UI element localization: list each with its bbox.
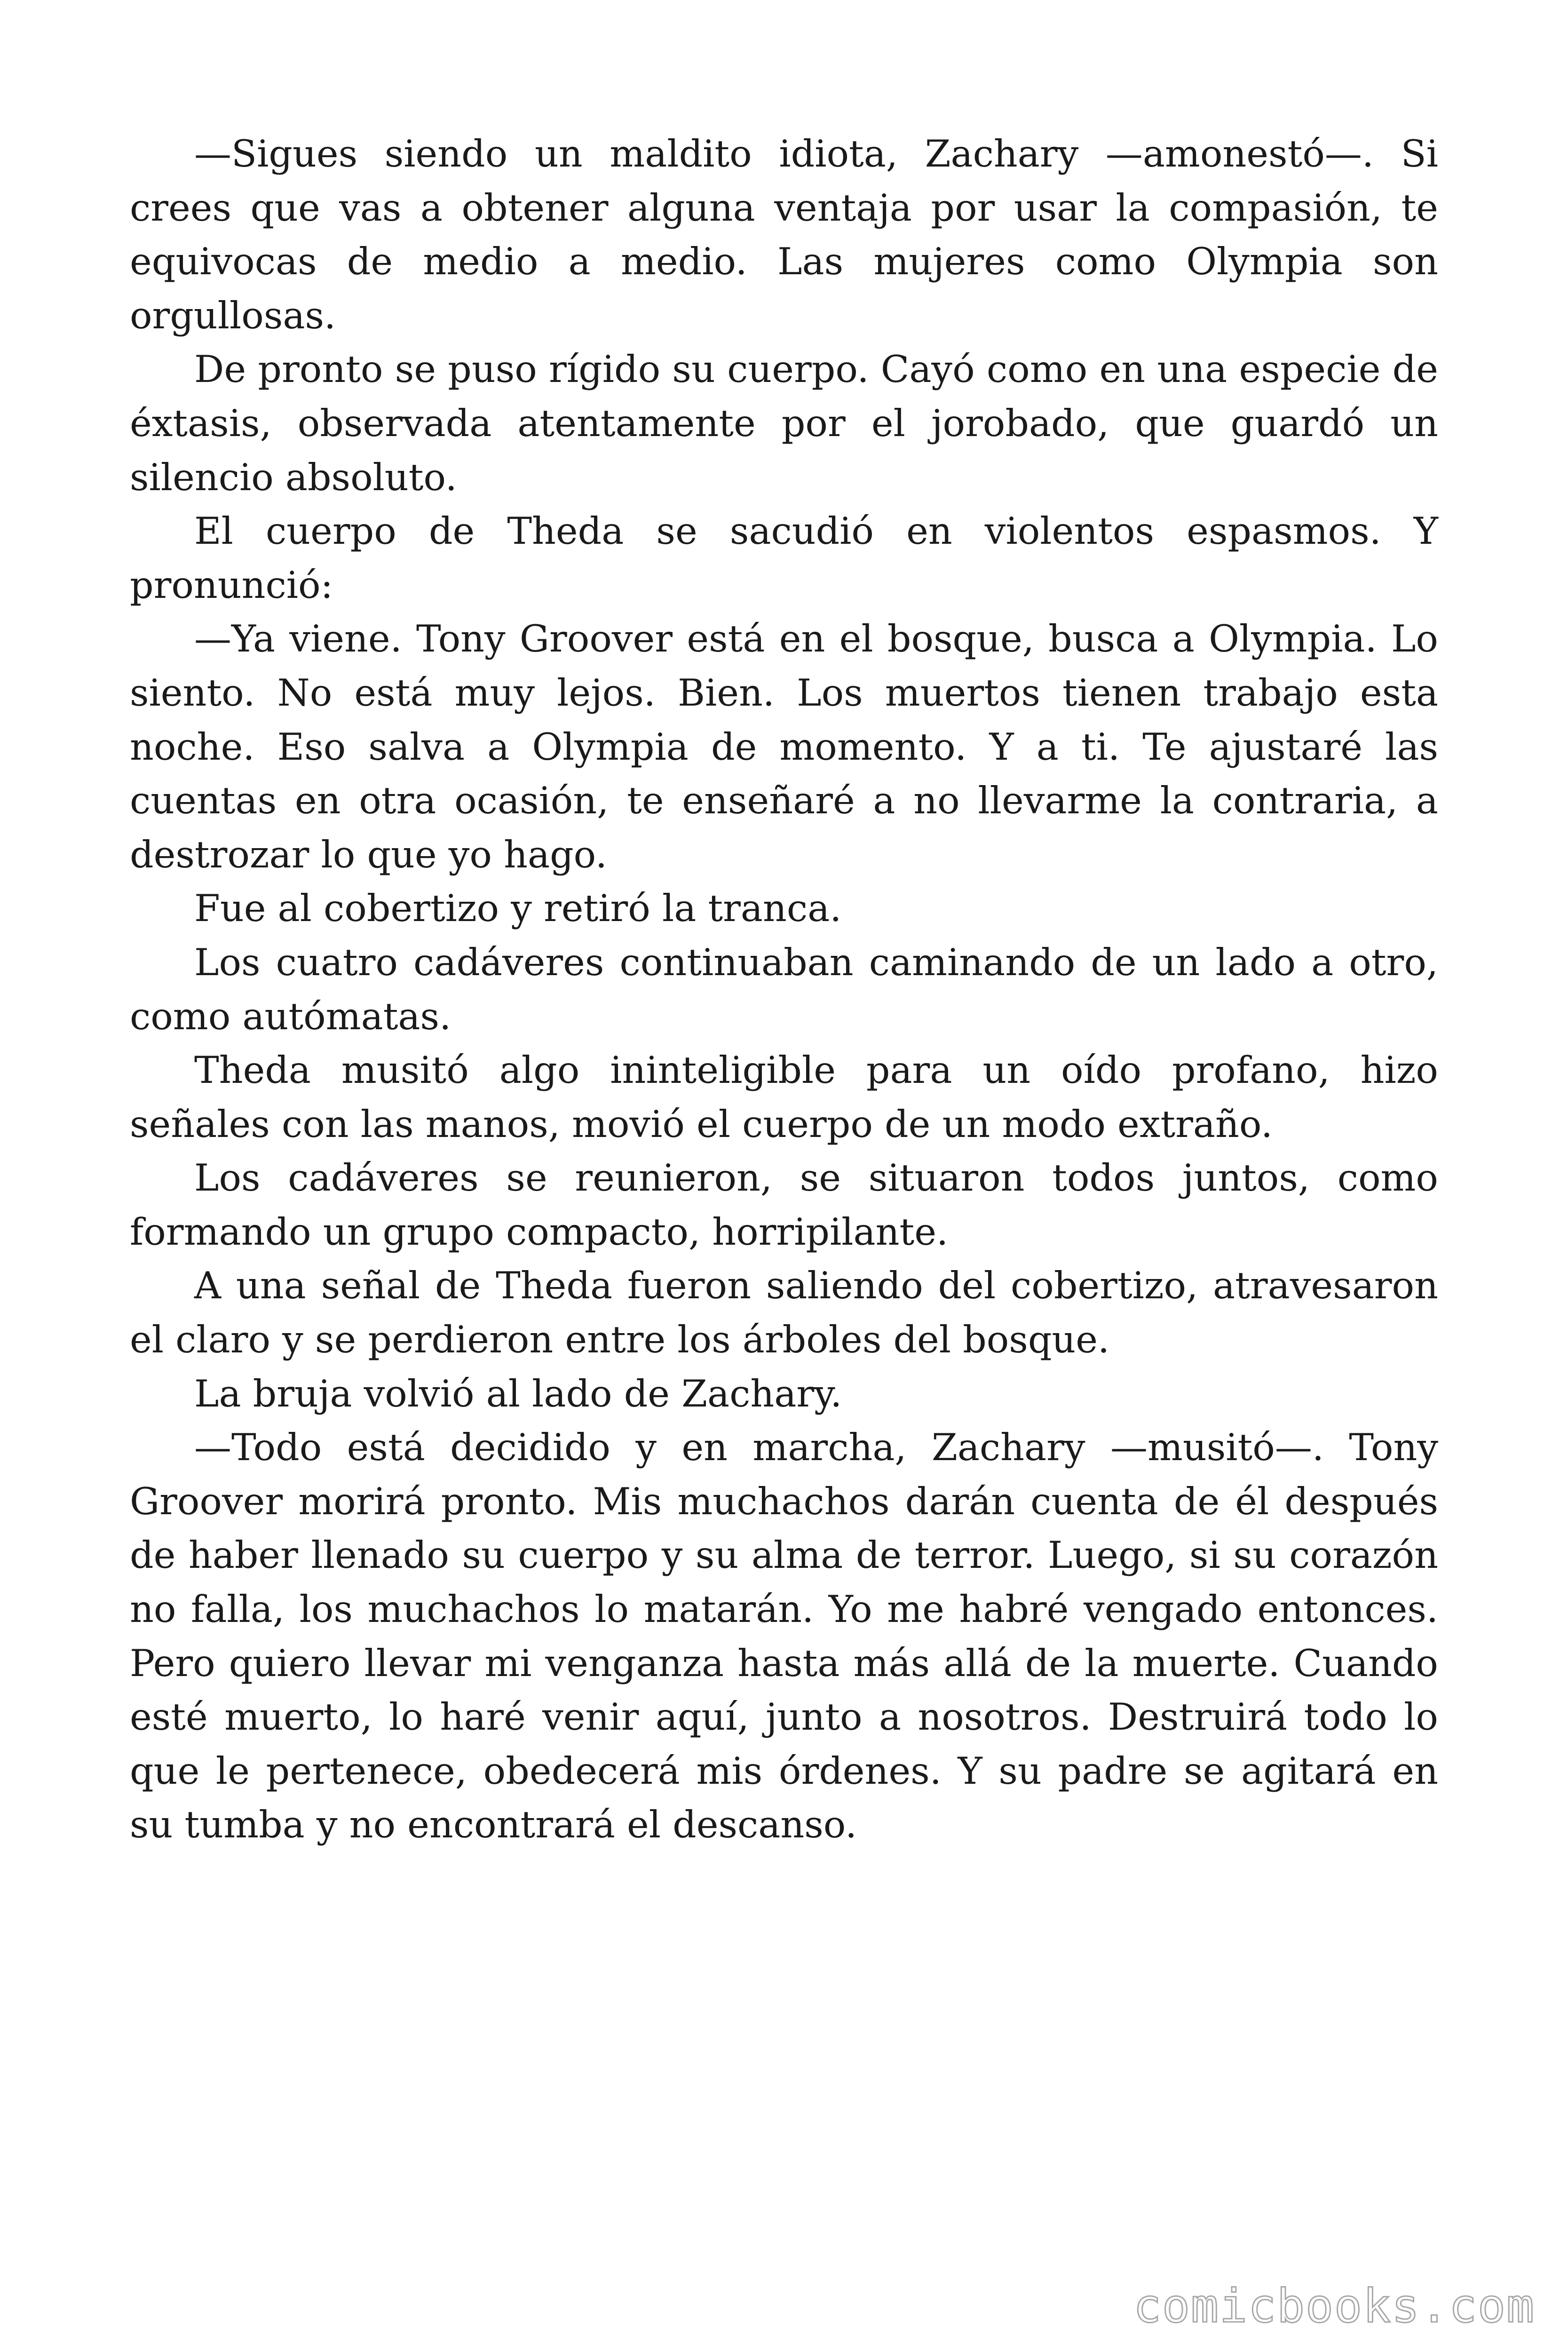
paragraph: —Todo está decidido y en marcha, Zachary —musitó—. Tony Groover morirá pronto. Mis muchachos darán cuenta de él después de haber llenado su cuerpo y su alma de terror. Luego, si su corazón no falla, los muchachos lo matarán. Yo me habré vengado entonces. Pero quiero llevar mi venganza hasta más allá de la muerte. Cuando esté muerto, lo haré venir aquí, junto a nosotros. Destruirá todo lo que le pertenece, obedecerá mis órdenes. Y su padre se agitará en su tumba y no encontrará el descanso. (130, 1426, 1438, 1847)
paragraph: La bruja volvió al lado de Zachary. (194, 1372, 842, 1415)
paragraph: —Ya viene. Tony Groover está en el bosque, busca a Olympia. Lo siento. No está muy lejos. Bien. Los muertos tienen trabajo esta noche. Eso salva a Olympia de momento. Y a ti. Te ajustaré las cuentas en otra ocasión, te enseñaré a no llevarme la contraria, a destrozar lo que yo hago. (130, 617, 1438, 876)
paragraph: A una señal de Theda fueron saliendo del cobertizo, atravesaron el claro y se perdieron entre los árboles del bosque. (130, 1264, 1438, 1362)
paragraph: —Sigues siendo un maldito idiota, Zachary —amonestó—. Si crees que vas a obtener alguna ventaja por usar la compasión, te equivocas de medio a medio. Las mujeres como Olympia son orgullosas. (130, 132, 1438, 337)
watermark: comicbooks.com (1133, 2280, 1535, 2333)
paragraph: Theda musitó algo ininteligible para un oído profano, hizo señales con las manos, movió el cuerpo de un modo extraño. (130, 1049, 1438, 1146)
paragraph: De pronto se puso rígido su cuerpo. Cayó como en una especie de éxtasis, observada atentamente por el jorobado, que guardó un silencio absoluto. (130, 348, 1438, 499)
paragraph: Los cadáveres se reunieron, se situaron todos juntos, como formando un grupo compacto, horripilante. (130, 1156, 1438, 1254)
paragraph: Los cuatro cadáveres continuaban caminando de un lado a otro, como autómatas. (130, 940, 1438, 1038)
paragraph: El cuerpo de Theda se sacudió en violentos espasmos. Y pronunció: (130, 509, 1438, 607)
paragraph: Fue al cobertizo y retiró la tranca. (194, 887, 842, 930)
body-text (130, 127, 1438, 1852)
